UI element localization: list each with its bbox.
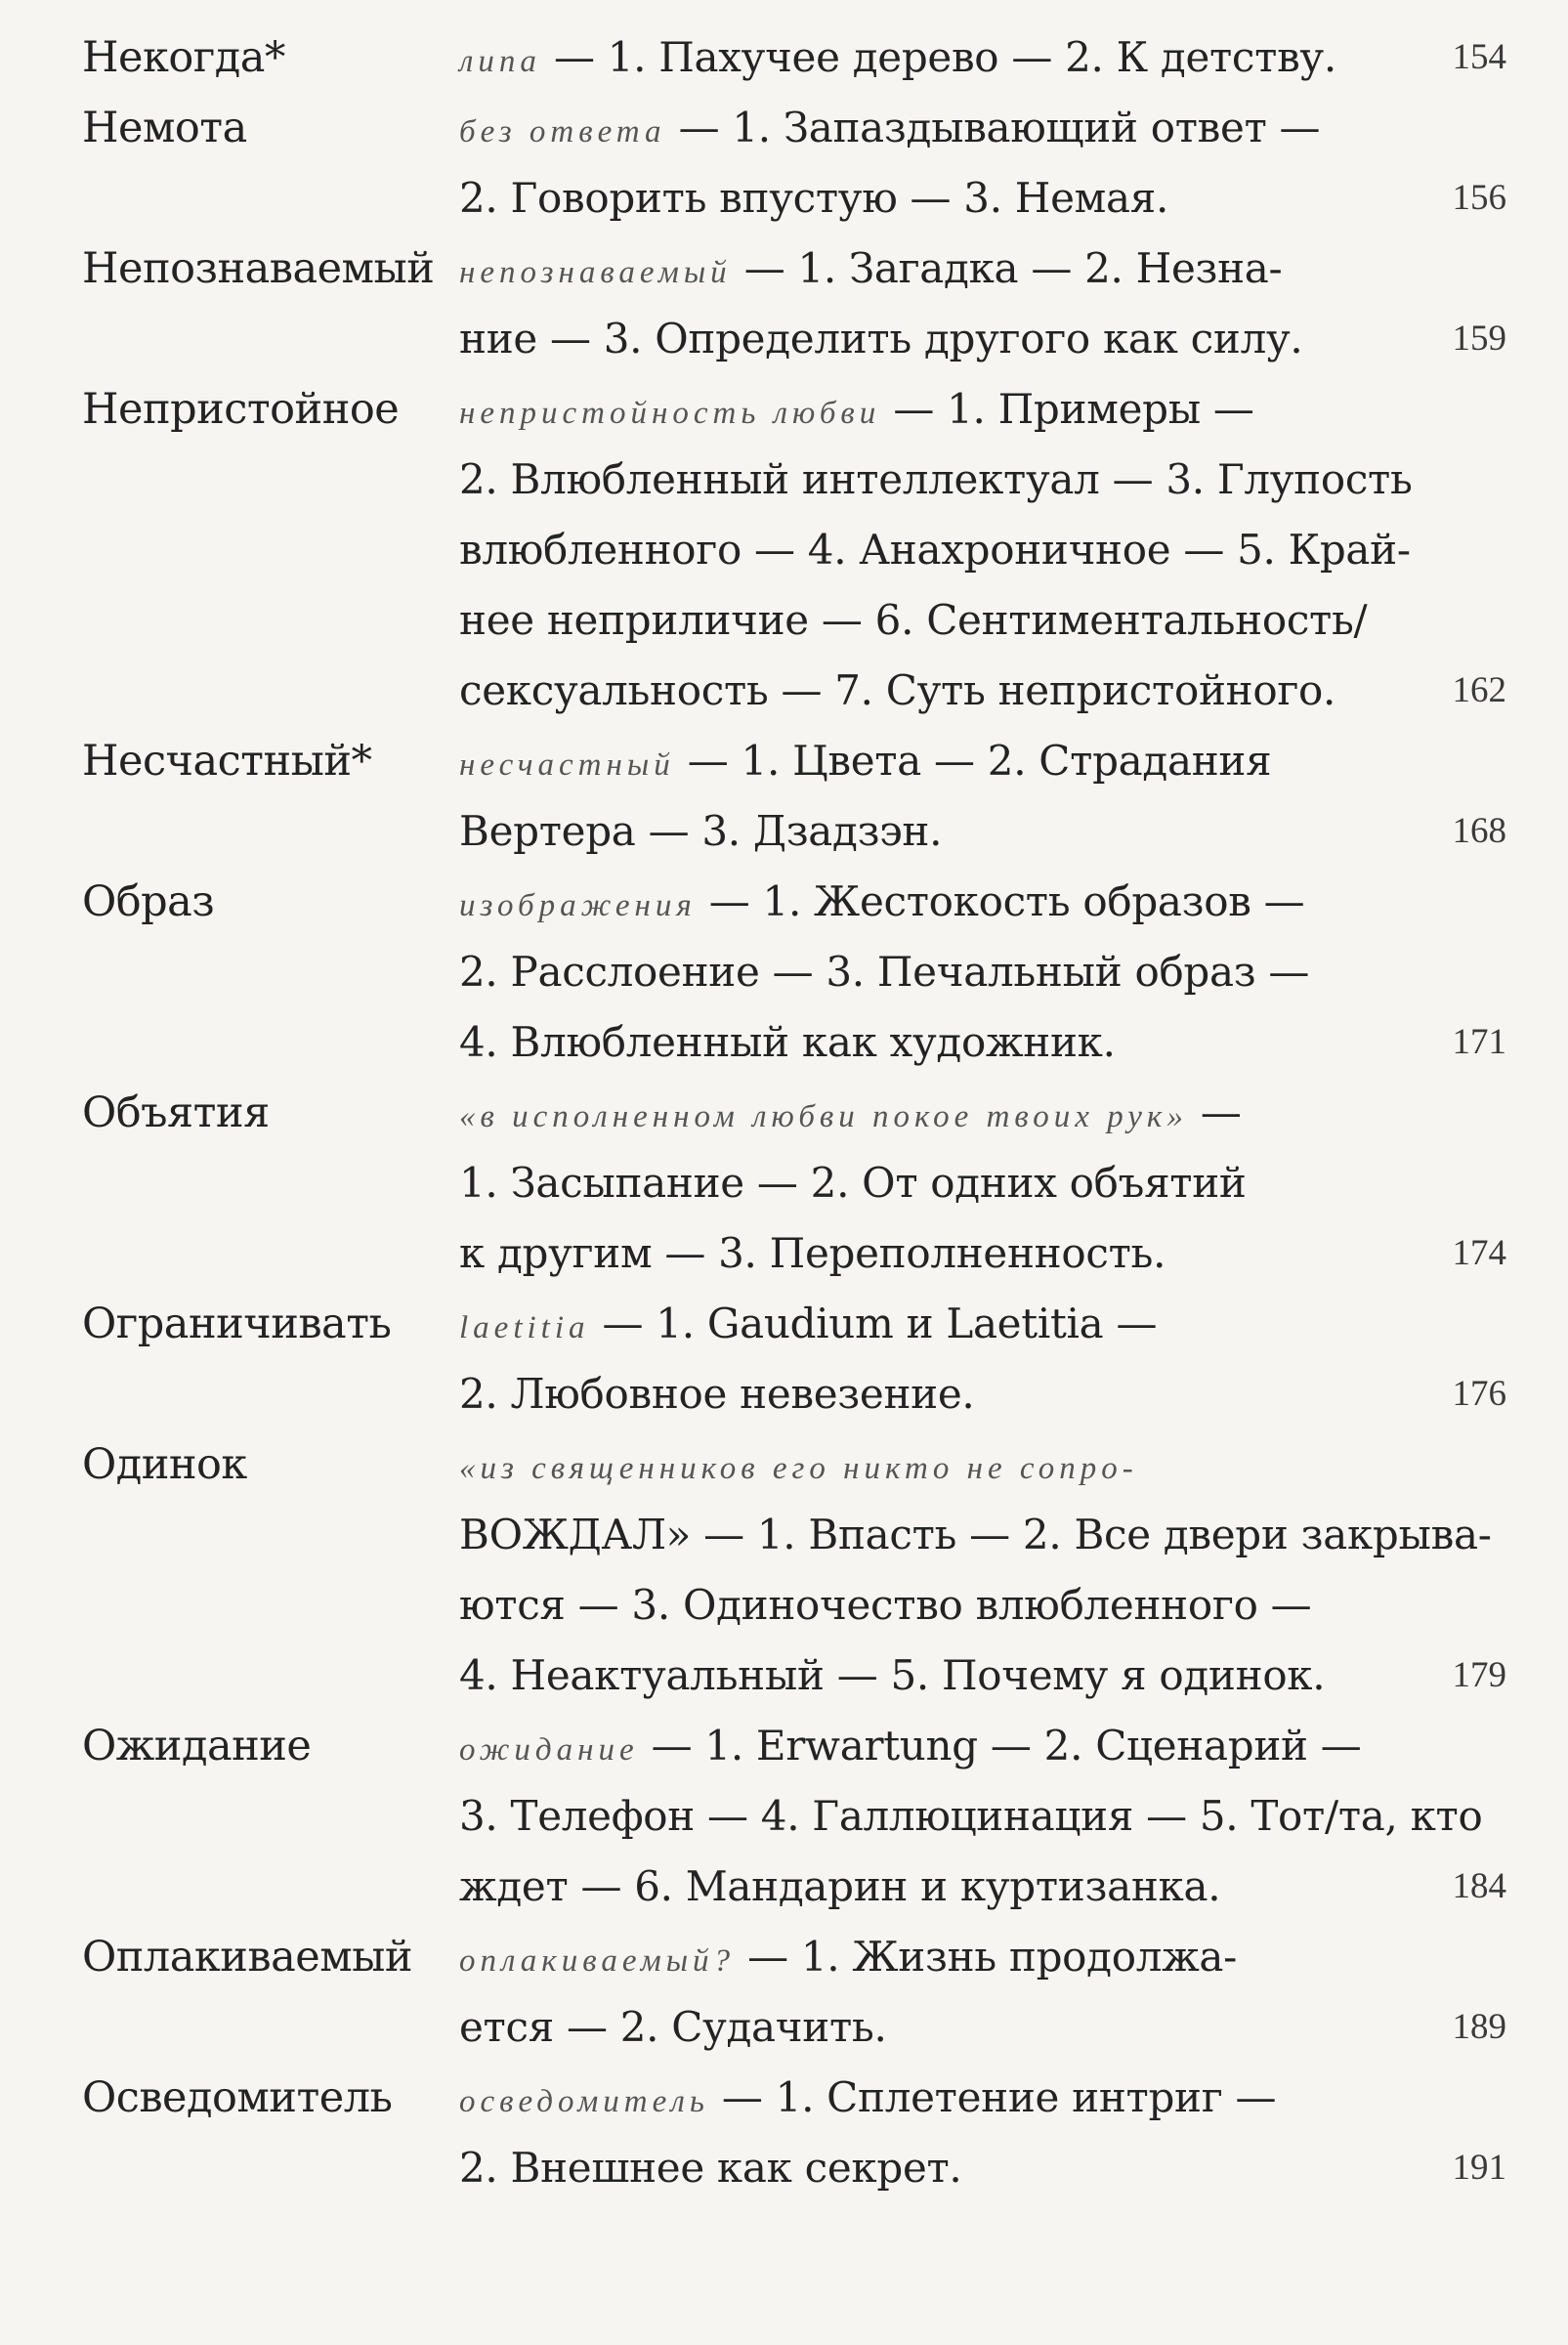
- toc-entry-heading: несчастный: [459, 747, 675, 783]
- toc-entry-text: ждет — 6. Мандарин и куртизанка.: [459, 1862, 1221, 1910]
- toc-entry-description-line: [459, 2063, 1539, 2137]
- toc-entry-text: 2. Любовное невезение.: [459, 1370, 975, 1418]
- toc-entry-heading: ожидание: [459, 1732, 639, 1768]
- toc-entry-description-line: [459, 1429, 1539, 1504]
- toc-entry-page-number: 159: [1452, 319, 1506, 359]
- toc-entry-text: 3. Телефон — 4. Галлюцинация — 5. Тот/та, кто: [459, 1792, 1483, 1840]
- toc-entry-heading: осведомитель: [459, 2084, 709, 2119]
- toc-entry-text: ются — 3. Одиночество влюбленного —: [459, 1581, 1312, 1629]
- toc-entry-term: Несчастный*: [82, 737, 372, 786]
- toc-entry-term: Ожидание: [82, 1722, 312, 1770]
- toc-entry-heading: «из священников его никто не сопро-: [459, 1451, 1138, 1486]
- toc-entry-text: — 1. Загадка — 2. Незна-: [731, 244, 1283, 292]
- toc-entry-description-line: [459, 796, 1539, 867]
- toc-entry-description-line: [459, 93, 1539, 167]
- toc-entry-description-line: [459, 1570, 1539, 1641]
- toc-entry-page-number: 156: [1452, 178, 1506, 218]
- toc-entry-description-line: [459, 234, 1539, 308]
- toc-entry-term: Образ: [82, 877, 215, 926]
- toc-entry-description-line: [459, 937, 1539, 1007]
- toc-entry-description-line: [459, 1922, 1539, 1996]
- toc-entry-text: —: [1187, 1088, 1242, 1136]
- toc-entry-description-line: [459, 515, 1539, 585]
- toc-entry-heading: липа: [459, 44, 541, 79]
- toc-entry-heading: laetitia: [459, 1310, 590, 1345]
- toc-entry-text: — 1. Жизнь продолжа-: [735, 1933, 1238, 1981]
- toc-entry-text: — 1. Цвета — 2. Страдания: [674, 737, 1272, 785]
- toc-entry-text: — 1. Gaudium и Laetitia —: [589, 1300, 1158, 1347]
- toc-entry-text: 2. Говорить впустую — 3. Немая.: [459, 174, 1169, 222]
- toc-entry-text: — 1. Сплетение интриг —: [708, 2073, 1277, 2121]
- toc-entry-text: 2. Влюбленный интеллектуал — 3. Глупость: [459, 455, 1413, 503]
- toc-entry-description-line: [459, 304, 1539, 374]
- toc-entry-page-number: 189: [1452, 2007, 1506, 2047]
- toc-entry-term: Объятия: [82, 1088, 270, 1137]
- toc-entry-description-line: [459, 1148, 1539, 1218]
- toc-entry-description-line: [459, 374, 1539, 448]
- toc-entry-heading: оплакиваемый?: [459, 1943, 736, 1979]
- toc-entry-description-line: [459, 1711, 1539, 1785]
- toc-entry-text: 4. Влюбленный как художник.: [459, 1018, 1116, 1066]
- toc-entry-description-line: [459, 1078, 1539, 1152]
- toc-entry-page-number: 168: [1452, 811, 1506, 851]
- toc-entry-description-line: [459, 2133, 1539, 2203]
- toc-entry-description-line: [459, 1289, 1539, 1363]
- toc-entry-term: Некогда*: [82, 33, 285, 82]
- toc-entry-description-line: [459, 1218, 1539, 1289]
- toc-entry-description-line: [459, 1007, 1539, 1078]
- toc-entry-page-number: 176: [1452, 1374, 1506, 1414]
- toc-entry-description-line: [459, 585, 1539, 656]
- toc-entry-page-number: 171: [1452, 1022, 1506, 1062]
- toc-entry-page-number: 184: [1452, 1866, 1506, 1906]
- toc-entry-text: к другим — 3. Переполненность.: [459, 1229, 1166, 1277]
- toc-entry-text: 4. Неактуальный — 5. Почему я одинок.: [459, 1651, 1326, 1699]
- toc-entry-description-line: [459, 1781, 1539, 1852]
- toc-entry-description-line: [459, 1641, 1539, 1711]
- toc-entry-text: — 1. Пахучее дерево — 2. К детству.: [540, 33, 1336, 81]
- toc-entry-term: Одинок: [82, 1440, 247, 1489]
- toc-entry-page-number: 154: [1452, 37, 1506, 77]
- toc-entry-description-line: [459, 163, 1539, 234]
- toc-entry-description-line: [459, 1852, 1539, 1922]
- toc-entry-description-line: [459, 22, 1539, 97]
- toc-entry-term: Ограничивать: [82, 1300, 392, 1348]
- toc-entry-text: — 1. Жестокость образов —: [696, 877, 1305, 925]
- toc-entry-description-line: [459, 1359, 1539, 1429]
- toc-entry-description-line: [459, 445, 1539, 515]
- toc-entry-text: — 1. Запаздывающий ответ —: [665, 104, 1321, 151]
- toc-entry-heading: без ответа: [459, 114, 666, 149]
- toc-entry-page-number: 191: [1452, 2148, 1506, 2188]
- toc-entry-text: ется — 2. Судачить.: [459, 2003, 887, 2051]
- toc-entry-term: Осведомитель: [82, 2073, 393, 2122]
- toc-entry-text: ние — 3. Определить другого как силу.: [459, 315, 1303, 362]
- toc-entry-heading: изображения: [459, 888, 697, 923]
- toc-entry-text: Вертера — 3. Дзадзэн.: [459, 807, 943, 855]
- toc-entry-text: сексуальность — 7. Суть непристойного.: [459, 666, 1336, 714]
- toc-entry-heading: непристойность любви: [459, 396, 881, 431]
- toc-entry-text: ВОЖДАЛ» — 1. Впасть — 2. Все двери закрыва-: [459, 1511, 1492, 1558]
- toc-entry-heading: «в исполненном любви покое твоих рук»: [459, 1099, 1188, 1134]
- toc-entry-text: 2. Внешнее как секрет.: [459, 2144, 962, 2192]
- toc-entry-term: Немота: [82, 104, 247, 152]
- toc-entry-text: нее неприличие — 6. Сентиментальность/: [459, 596, 1368, 644]
- toc-entry-term: Непознаваемый: [82, 244, 435, 293]
- toc-entry-text: — 1. Erwartung — 2. Сценарий —: [638, 1722, 1362, 1769]
- toc-entry-description-line: [459, 726, 1539, 800]
- toc-entry-page-number: 162: [1452, 670, 1506, 710]
- toc-entry-heading: непознаваемый: [459, 255, 732, 290]
- toc-entry-term: Непристойное: [82, 385, 400, 434]
- toc-entry-description-line: [459, 867, 1539, 941]
- toc-entry-description-line: [459, 1500, 1539, 1570]
- toc-entry-text: — 1. Примеры —: [880, 385, 1254, 433]
- toc-entry-text: 2. Расслоение — 3. Печальный образ —: [459, 948, 1310, 996]
- toc-entry-text: 1. Засыпание — 2. От одних объятий: [459, 1159, 1247, 1207]
- toc-entry-description-line: [459, 656, 1539, 726]
- toc-entry-page-number: 174: [1452, 1233, 1506, 1273]
- toc-entry-text: влюбленного — 4. Анахроничное — 5. Край-: [459, 526, 1411, 574]
- toc-entry-page-number: 179: [1452, 1655, 1506, 1695]
- toc-entry-term: Оплакиваемый: [82, 1933, 413, 1982]
- toc-entry-description-line: [459, 1992, 1539, 2063]
